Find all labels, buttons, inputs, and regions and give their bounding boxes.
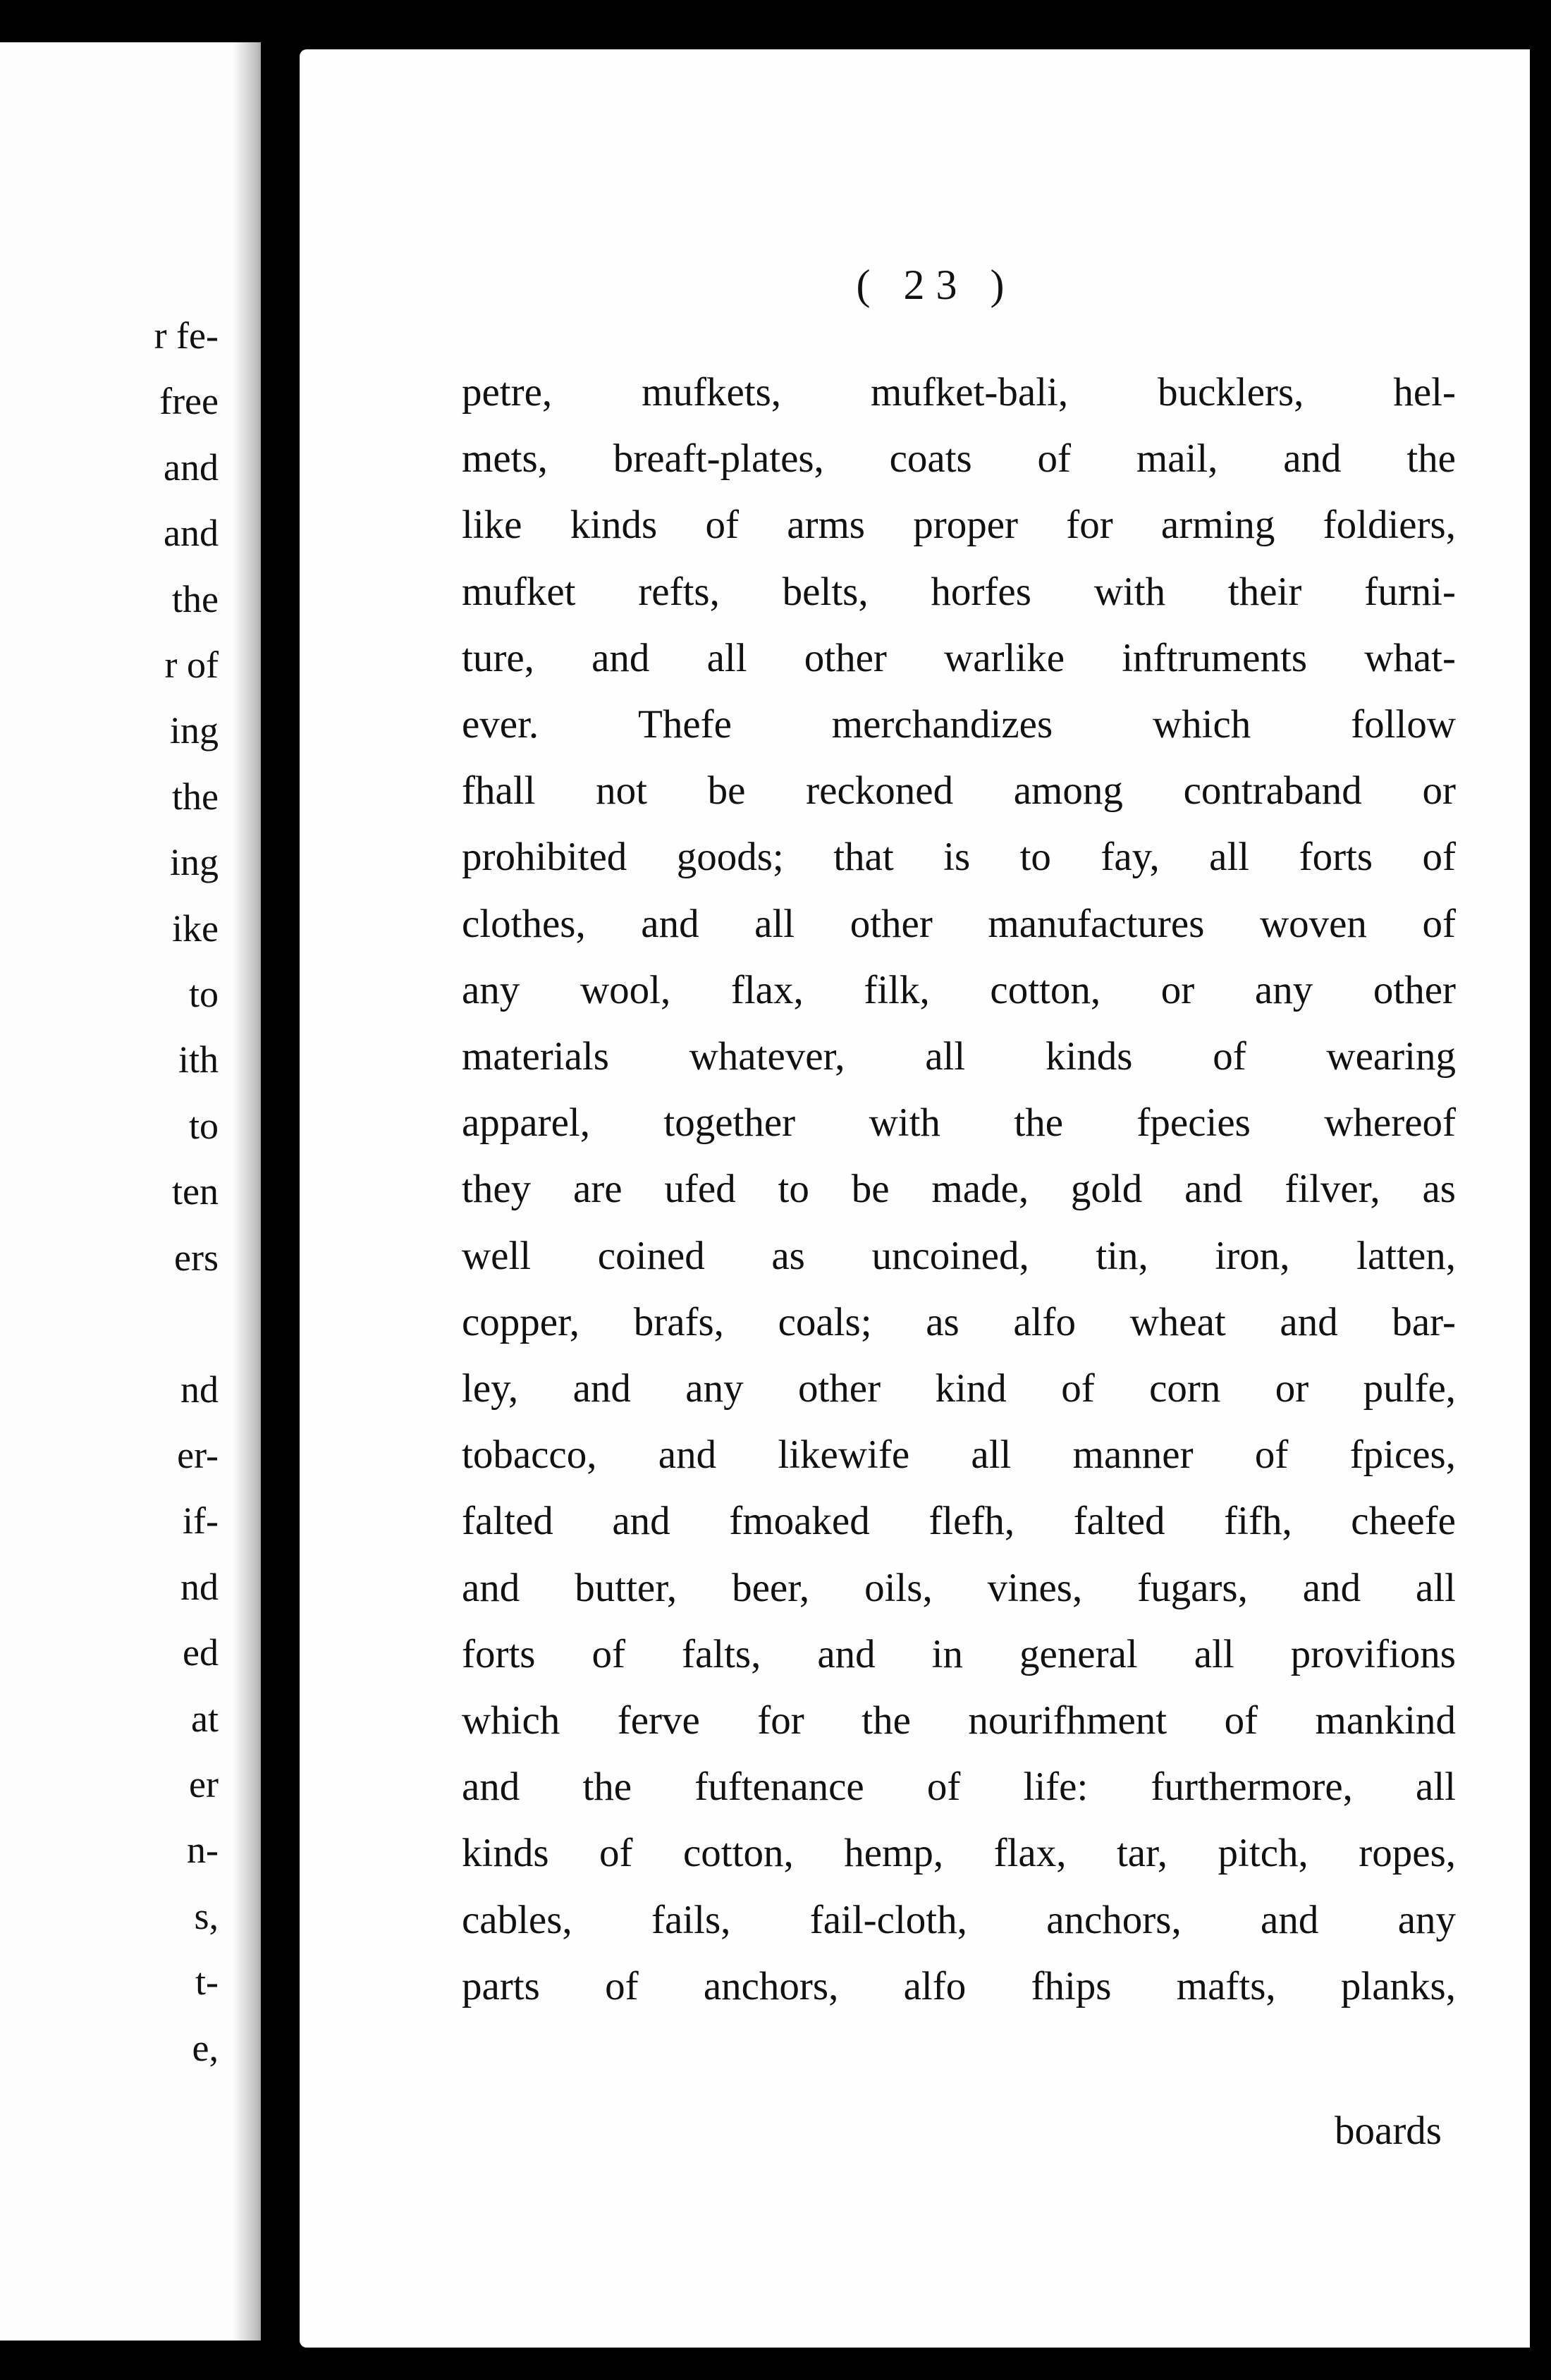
left-page-text-fragments: [0, 303, 219, 2081]
left-fragment: r fe-: [154, 314, 219, 357]
text-line: any wool, flax, filk, cotton, or any other: [462, 967, 1456, 1012]
text-line: clothes, and all other manufactures woven of: [462, 901, 1456, 946]
text-line: and the fuftenance of life: furthermore, all: [462, 1765, 1456, 1810]
text-line: cables, fails, fail-cloth, anchors, and any: [462, 1897, 1456, 1942]
left-fragment: s,: [194, 1894, 219, 1937]
text-line: ley, and any other kind of corn or pulfe,: [462, 1366, 1456, 1411]
text-line: mets, breaft-plates, coats of mail, and the: [462, 436, 1456, 481]
left-fragment: n-: [187, 1829, 219, 1872]
left-fragment: ike: [172, 907, 219, 950]
left-page: [0, 42, 268, 2341]
right-page: [300, 49, 1530, 2348]
text-line: prohibited goods; that is to fay, all forts of: [462, 835, 1456, 880]
book-gutter: [261, 0, 300, 2380]
left-fragment: ers: [174, 1236, 219, 1279]
text-line: petre, mufkets, mufket-bali, bucklers, hel-: [462, 370, 1456, 415]
left-fragment: the: [172, 775, 219, 818]
text-line: tobacco, and likewife all manner of fpices,: [462, 1433, 1456, 1478]
left-fragment: and: [164, 446, 219, 489]
left-fragment: ith: [178, 1038, 219, 1081]
text-line: forts of falts, and in general all provifions: [462, 1631, 1456, 1676]
text-line: kinds of cotton, hemp, flax, tar, pitch, ropes,: [462, 1831, 1456, 1876]
text-line: apparel, together with the fpecies whereof: [462, 1100, 1456, 1146]
text-line: copper, brafs, coals; as alfo wheat and bar-: [462, 1299, 1456, 1344]
text-line: like kinds of arms proper for arming foldiers,: [462, 503, 1456, 548]
left-fragment: [0, 1291, 219, 1356]
text-line: they are ufed to be made, gold and filver, as: [462, 1167, 1456, 1212]
body-text: [462, 360, 1456, 2020]
left-fragment: if-: [183, 1499, 219, 1542]
text-line: ture, and all other warlike inftruments what-: [462, 635, 1456, 680]
left-fragment: and: [164, 512, 219, 555]
left-fragment: e,: [192, 2026, 219, 2069]
text-line: ever. Thefe merchandizes which follow: [462, 702, 1456, 747]
text-line: parts of anchors, alfo fhips mafts, planks,: [462, 1963, 1456, 2008]
left-fragment: to: [188, 973, 219, 1016]
text-line: mufket refts, belts, horfes with their furni-: [462, 569, 1456, 614]
text-line: and butter, beer, oils, vines, fugars, and all: [462, 1565, 1456, 1610]
left-fragment: to: [188, 1104, 219, 1147]
left-fragment: the: [172, 577, 219, 620]
left-fragment: ten: [172, 1170, 219, 1213]
left-fragment: nd: [180, 1565, 219, 1608]
left-fragment: nd: [180, 1368, 219, 1411]
left-fragment: r of: [164, 644, 219, 687]
catchword: boards: [1335, 2109, 1442, 2153]
text-line: well coined as uncoined, tin, iron, latten,: [462, 1233, 1456, 1278]
text-line: fhall not be reckoned among contraband or: [462, 768, 1456, 814]
left-fragment: ing: [169, 709, 219, 752]
left-fragment: er: [189, 1762, 219, 1805]
left-fragment: t-: [195, 1961, 219, 2004]
left-fragment: ed: [183, 1631, 219, 1674]
text-line: materials whatever, all kinds of wearing: [462, 1034, 1456, 1079]
left-fragment: free: [159, 380, 219, 423]
left-fragment: er-: [177, 1433, 219, 1476]
left-fragment: at: [191, 1697, 219, 1740]
text-line: falted and fmoaked flefh, falted fifh, cheefe: [462, 1499, 1456, 1544]
left-fragment: ing: [169, 841, 219, 884]
page-number-heading: ( 23 ): [856, 262, 1016, 308]
text-line: which ferve for the nourifhment of mankind: [462, 1698, 1456, 1743]
